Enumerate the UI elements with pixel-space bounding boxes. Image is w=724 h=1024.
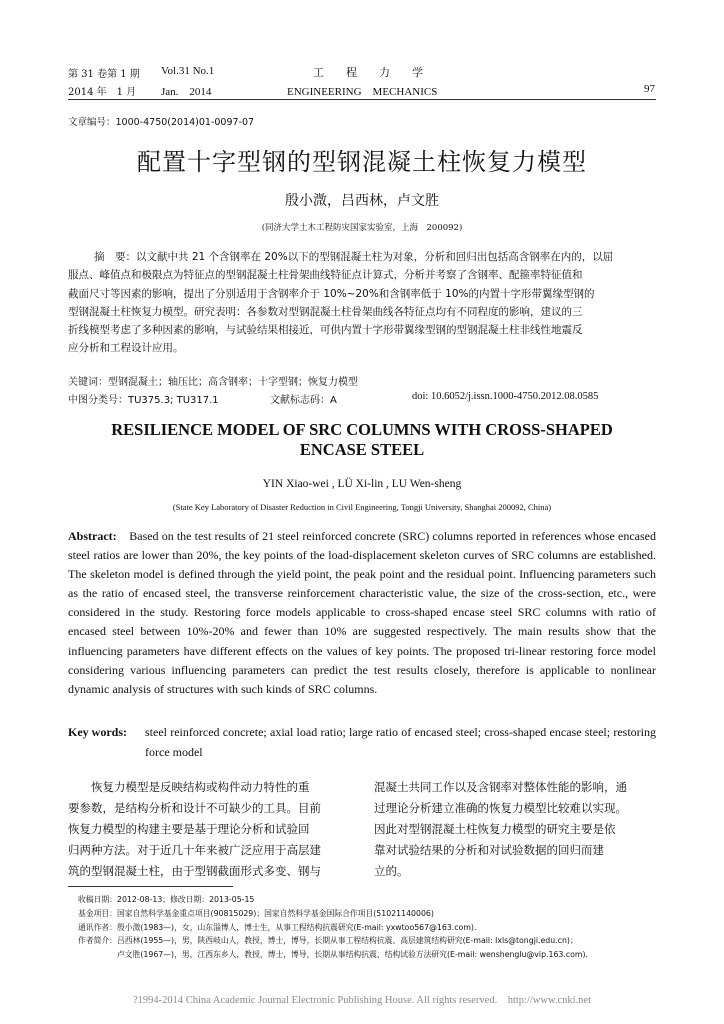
body-line: 立的。: [374, 864, 409, 878]
header-journal-cn: 工 程 力 学: [313, 66, 423, 79]
affiliation-en: (State Key Laboratory of Disaster Reduction in Civil Engineering, Tongji University, Shanghai 200092, China): [172, 502, 552, 512]
abstract-cn-line: 截面尺寸等因素的影响，提出了分别适用于含钢率介于 10%~20%和含钢率低于 10%的内置十字形带翼缘型钢的: [68, 287, 595, 300]
body-line: 恢复力模型是反映结构或构件动力特性的重: [68, 780, 310, 794]
footnote-funding: 基金项目：国家自然科学基金重点项目(90815029)；国家自然科学基金国际合作项目(51021140006): [78, 908, 434, 918]
title-en-line-1: RESILIENCE MODEL OF SRC COLUMNS WITH CROSS-SHAPED: [111, 420, 613, 439]
abstract-cn-line: 服点、峰值点和极限点为特征点的型钢混凝土柱骨架曲线特征点计算式，分析并考察了含钢率、配箍率特征值和: [68, 269, 583, 282]
abstract-cn-line: 摘 要：以文献中共 21 个含钢率在 20%以下的型钢混凝土柱为对象，分析和回归出包括高含钢率在内的，以屈: [94, 251, 614, 263]
footnote-corresponding: 通讯作者：殷小溦(1983—)，女，山东淄博人，博士生，从事工程结构抗震研究(E-mail: yxwtoo567@163.com).: [78, 922, 477, 932]
article-number: 文章编号：1000-4750(2014)01-0097-07: [68, 117, 255, 128]
footnote-author-bio: 卢文胜(1967—)，男，江西东乡人，教授，博士，博导，长期从事结构抗震、结构试验方法研究(E-mail: wenshenglu@vip.163.com).: [78, 950, 589, 960]
abstract-cn-line: 应分析和工程设计应用。: [68, 342, 184, 355]
footnotes: [78, 893, 668, 962]
header-date-en: Jan. 2014: [161, 86, 212, 98]
abstract-en-text: Based on the test results of 21 steel reinforced concrete (SRC) columns reported in references whose encased steel ratios are lower than 20%, the key points of the load-displacement skeleton curves of SRC columns are established. The skeleton model is defined through the yield point, the peak point and the residual point. Influencing parameters such as the ratio of encased steel, the transverse reinforcement characteristic value, the size of the cross-section, etc., were considered in the study. Restoring force models applicable to cross-shaped encase steel SRC columns with ratio of encased steel between 10%-20% and fewer than 10% are suggested respectively. The main results show that the influencing parameters have different effects on the values of key points. The proposed tri-linear restoring force model considering various influencing parameters can predict the test results closely, therefore is applicable to nonlinear dynamic analysis of structures with such kinds of SRC columns.: [68, 529, 657, 696]
keywords-en: [68, 723, 656, 763]
footnote-received: 收稿日期：2012-08-13；修改日期：2013-05-15: [78, 895, 255, 904]
title-cn: 配置十字型钢的型钢混凝土柱恢复力模型: [137, 148, 587, 176]
title-en-line-2: ENCASE STEEL: [299, 440, 425, 459]
body-line: 恢复力模型的构建主要是基于理论分析和试验回: [68, 822, 310, 836]
keywords-cn: 关键词：型钢混凝土；轴压比；高含钢率；十字型钢；恢复力模型: [68, 377, 358, 388]
header-volume-en: Vol.31 No.1: [161, 65, 215, 77]
footer-copyright: ?1994-2014 China Academic Journal Electronic Publishing House. All rights reserved. http://www.cnki.net: [132, 995, 592, 1006]
header-rule: [68, 99, 656, 100]
doi: doi: 10.6052/j.issn.1000-4750.2012.08.0585: [412, 391, 599, 402]
body-line: 因此对型钢混凝土柱恢复力模型的研究主要是依: [374, 822, 616, 836]
body-line: 混凝土共同工作以及含钢率对整体性能的影响，通: [374, 780, 627, 794]
header-volume-cn: 第 31 卷第 1 期: [68, 69, 140, 80]
authors-cn: 殷小溦，吕西林，卢文胜: [285, 193, 439, 209]
abstract-cn-line: 型钢混凝土柱恢复力模型。研究表明：各参数对型钢混凝土柱骨架曲线各特征点均有不同程度的影响，建议的三: [68, 305, 583, 318]
doc-code-cn: 文献标志码：A: [270, 395, 337, 406]
keywords-en-label: Key words:: [68, 725, 127, 739]
classification-cn: 中图分类号：TU375.3; TU317.1: [68, 395, 219, 406]
page-number: 97: [644, 83, 655, 95]
header-date-cn: 2014 年 1 月: [68, 87, 137, 98]
body-line: 靠对试验结果的分析和对试验数据的回归而建: [374, 843, 604, 857]
header-journal-en: ENGINEERING MECHANICS: [287, 86, 438, 98]
abstract-cn-line: 折线模型考虑了多种因素的影响，与试验结果相接近，可供内置十字形带翼缘型钢的型钢混凝土柱非线性地震反: [68, 324, 583, 337]
authors-en: YIN Xiao-wei , LÜ Xi-lin , LU Wen-sheng: [262, 478, 462, 490]
body-line: 筑的型钢混凝土柱，由于型钢截面形式多变、钢与: [68, 864, 321, 878]
affiliation-cn: (同济大学土木工程防灾国家实验室，上海 200092): [261, 223, 463, 233]
body-line: 要参数，是结构分析和设计不可缺少的工具。目前: [68, 801, 321, 815]
keywords-en-text: steel reinforced concrete; axial load ratio; large ratio of encased steel; cross-shaped encase steel; restoring force model: [145, 725, 656, 759]
footnote-separator: [68, 886, 233, 887]
body-left-column: [68, 777, 321, 882]
body-line: 归两种方法。对于近几十年来被广泛应用于高层建: [68, 843, 321, 857]
abstract-en-label: Abstract:: [68, 529, 117, 543]
footnote-author-bio: 作者简介：吕西林(1955—)，男，陕西岐山人，教授，博士，博导，长期从事工程结构抗震、高层建筑结构研究(E-mail: lxls@tongji.edu.cn)；: [78, 936, 578, 946]
abstract-cn: [68, 248, 658, 358]
body-line: 过理论分析建立准确的恢复力模型比较难以实现。: [374, 801, 627, 815]
abstract-en: [68, 527, 656, 699]
body-right-column: [374, 777, 627, 882]
title-en: [0, 420, 724, 460]
